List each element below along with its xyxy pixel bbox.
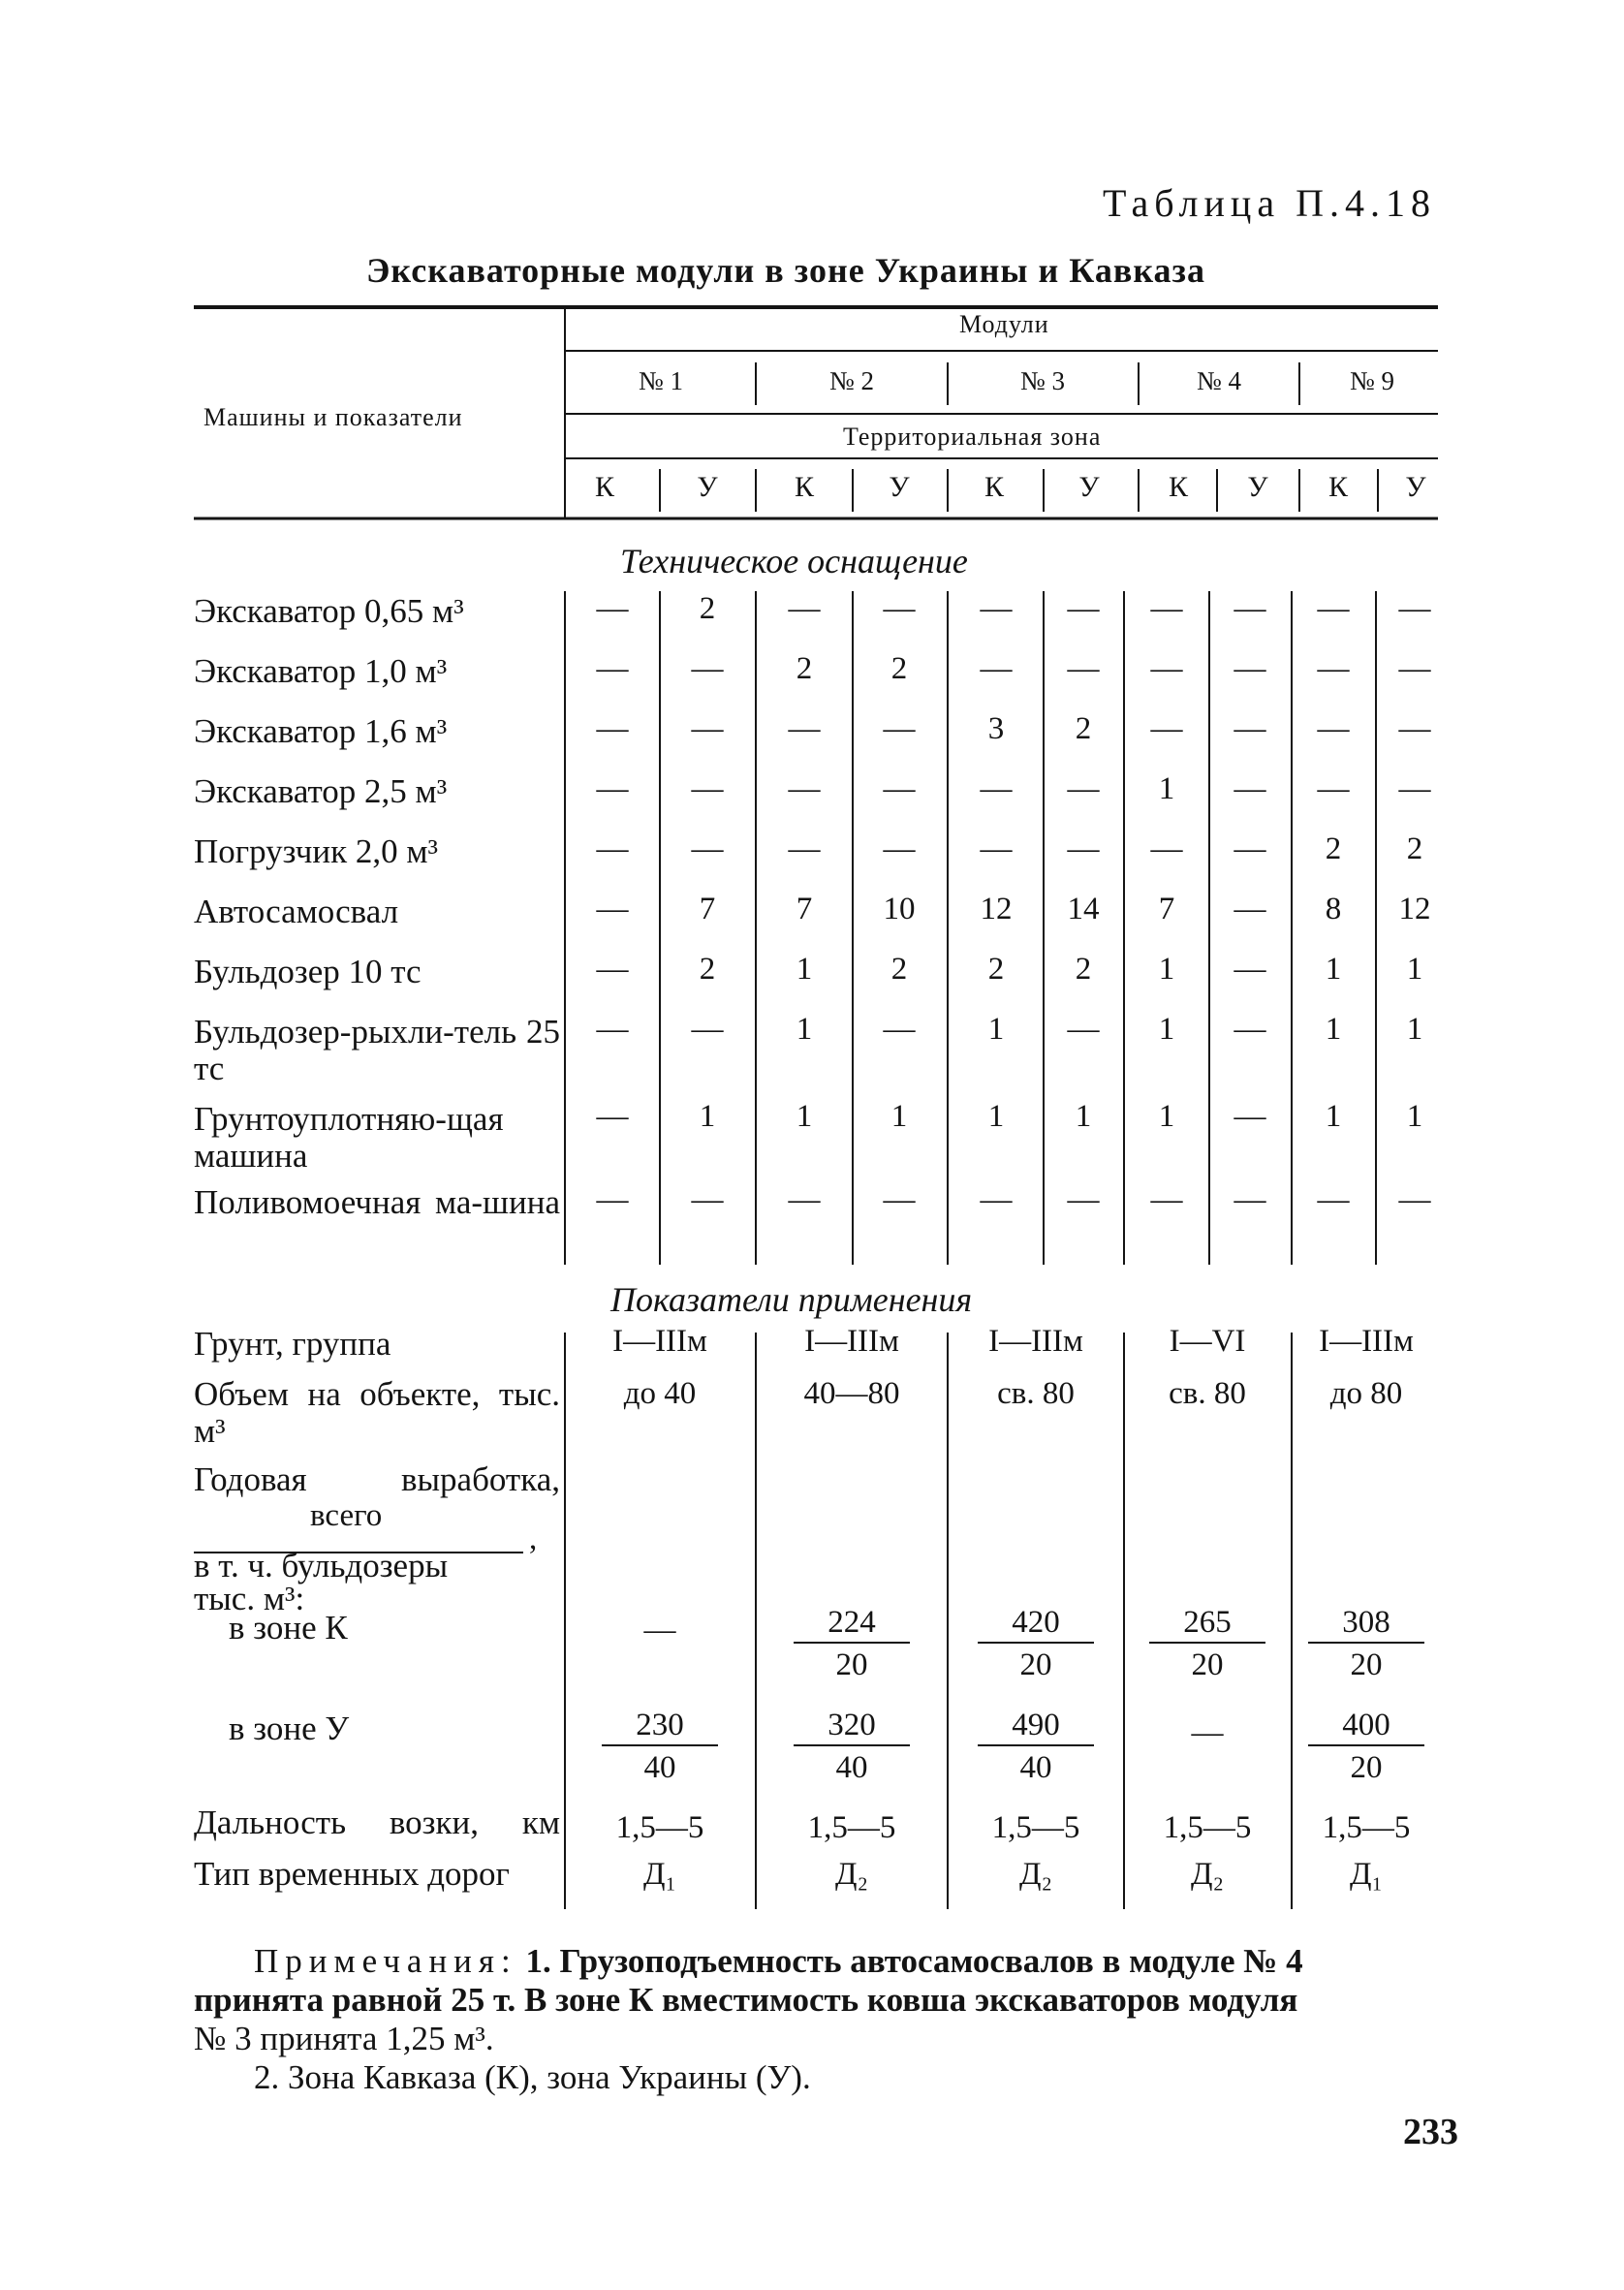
zone-k-output-fraction xyxy=(1149,1603,1265,1686)
table-title: Экскаваторные модули в зоне Украины и Кавказа xyxy=(366,251,1205,290)
equipment-cell: 12 xyxy=(1398,892,1431,926)
equipment-cell: — xyxy=(1234,1012,1266,1047)
equipment-cell: — xyxy=(1317,771,1350,806)
soil-value: I—VI xyxy=(1169,1324,1246,1359)
comma-mark: , xyxy=(529,1521,538,1556)
zone-k-output-fraction xyxy=(794,1603,910,1686)
equipment-cell: — xyxy=(1317,711,1350,746)
equipment-cell: 2 xyxy=(987,952,1005,987)
equipment-cell: — xyxy=(596,591,629,626)
module-label: № 9 xyxy=(1349,366,1394,395)
equipment-row-label: Бульдозер-рыхли-тель 25 тс xyxy=(194,1013,560,1087)
equipment-cell: — xyxy=(691,651,724,686)
zone-k-label: в зоне К xyxy=(229,1609,348,1647)
equipment-cell: 2 xyxy=(1406,831,1423,866)
zone-label: К xyxy=(794,471,814,503)
equipment-cell: — xyxy=(1317,651,1350,686)
zone-u-output-fraction xyxy=(602,1706,718,1789)
equipment-cell: — xyxy=(788,771,821,806)
zone-k-output-total: 420 xyxy=(978,1603,1094,1644)
annual-output-unit: тыс. м³: xyxy=(194,1580,305,1617)
zone-u-output-bulldozers: 40 xyxy=(1019,1750,1052,1785)
machines-header: Машины и показатели xyxy=(203,403,463,431)
module-label: № 2 xyxy=(828,366,874,395)
notes-line4: 2. Зона Кавказа (К), зона Украины (У). xyxy=(254,2058,811,2096)
equipment-cell: — xyxy=(1067,1012,1100,1047)
equipment-cell: — xyxy=(1234,591,1266,626)
equipment-cell: 7 xyxy=(1158,892,1175,926)
haul-label: Дальность возки, км xyxy=(194,1804,560,1841)
notes-line3: № 3 принята 1,25 м³. xyxy=(194,2020,494,2057)
equipment-cell: — xyxy=(596,831,629,866)
equipment-cell: — xyxy=(1398,651,1431,686)
equipment-cell: 2 xyxy=(1075,952,1092,987)
equipment-cell: 12 xyxy=(980,892,1013,926)
equipment-cell: 2 xyxy=(890,952,908,987)
zone-label: К xyxy=(1327,471,1348,503)
equipment-cell: — xyxy=(691,711,724,746)
equipment-cell: — xyxy=(1317,1182,1350,1217)
equipment-cell: — xyxy=(596,1012,629,1047)
equipment-cell: — xyxy=(1234,1182,1266,1217)
volume-value: св. 80 xyxy=(1169,1376,1246,1411)
equipment-cell: 1 xyxy=(1406,1012,1423,1047)
equipment-cell: 1 xyxy=(1158,1012,1175,1047)
section-application-heading: Показатели применения xyxy=(610,1280,973,1319)
equipment-cell: — xyxy=(1398,591,1431,626)
notes-line1 xyxy=(254,1942,1303,1981)
zone-label: У xyxy=(1405,471,1426,503)
zone-u-output-total: 230 xyxy=(602,1706,718,1746)
equipment-cell: 1 xyxy=(1158,952,1175,987)
zone-label: У xyxy=(697,471,718,503)
equipment-cell: — xyxy=(1150,591,1183,626)
equipment-cell: — xyxy=(1234,711,1266,746)
equipment-cell: 2 xyxy=(699,952,716,987)
equipment-cell: 1 xyxy=(1325,1099,1342,1134)
equipment-cell: — xyxy=(1234,651,1266,686)
equipment-cell: 10 xyxy=(883,892,916,926)
equipment-cell: 1 xyxy=(1406,952,1423,987)
equipment-row-label: Поливомоечная ма-шина xyxy=(194,1183,560,1221)
equipment-cell: 1 xyxy=(1406,1099,1423,1134)
equipment-cell: 1 xyxy=(987,1012,1005,1047)
equipment-row-label: Грунтоуплотняю-щая машина xyxy=(194,1100,504,1175)
equipment-cell: — xyxy=(1067,771,1100,806)
equipment-cell: — xyxy=(596,711,629,746)
zone-k-output-total: 224 xyxy=(794,1603,910,1644)
zone-u-output-bulldozers: 40 xyxy=(643,1750,676,1785)
zone-label: У xyxy=(1247,471,1268,503)
equipment-cell: 1 xyxy=(1325,952,1342,987)
zone-header: Территориальная зона xyxy=(843,423,1102,451)
equipment-cell: 2 xyxy=(699,591,716,626)
equipment-row-label: Экскаватор 0,65 м³ xyxy=(194,592,464,630)
equipment-cell: 1 xyxy=(890,1099,908,1134)
equipment-row-label: Бульдозер 10 тс xyxy=(194,953,422,990)
module-label: № 3 xyxy=(1019,366,1065,395)
equipment-cell: — xyxy=(596,1099,629,1134)
equipment-cell: — xyxy=(691,771,724,806)
annual-output-denominator-label: в т. ч. бульдозеры xyxy=(194,1547,449,1584)
road-type-value: Д₂ xyxy=(1190,1857,1224,1892)
equipment-cell: — xyxy=(788,591,821,626)
zone-u-label: в зоне У xyxy=(229,1710,350,1747)
zone-label: У xyxy=(889,471,910,503)
zone-k-output-bulldozers: 20 xyxy=(1019,1647,1052,1682)
zone-u-output-fraction xyxy=(978,1706,1094,1789)
zone-k-output-bulldozers: 20 xyxy=(835,1647,868,1682)
volume-value: св. 80 xyxy=(997,1376,1075,1411)
equipment-cell: — xyxy=(691,1182,724,1217)
zone-label: К xyxy=(594,471,614,503)
equipment-cell: — xyxy=(596,651,629,686)
equipment-cell: — xyxy=(1234,771,1266,806)
equipment-cell: — xyxy=(788,1182,821,1217)
equipment-cell: 1 xyxy=(699,1099,716,1134)
haul-value: 1,5—5 xyxy=(1322,1810,1411,1845)
equipment-cell: 2 xyxy=(1075,711,1092,746)
zone-u-output-dash: — xyxy=(1191,1715,1224,1750)
equipment-cell: — xyxy=(1234,1099,1266,1134)
volume-value: до 80 xyxy=(1329,1376,1403,1411)
road-type-value: Д₂ xyxy=(834,1857,868,1892)
equipment-cell: — xyxy=(596,1182,629,1217)
zone-u-output-fraction xyxy=(794,1706,910,1789)
soil-value: I—IIIм xyxy=(612,1324,707,1359)
soil-label: Грунт, группа xyxy=(194,1325,391,1363)
equipment-cell: 8 xyxy=(1325,892,1342,926)
zone-k-output-total: 308 xyxy=(1308,1603,1424,1644)
equipment-row-label: Погрузчик 2,0 м³ xyxy=(194,832,439,870)
zone-k-output-fraction xyxy=(978,1603,1094,1686)
zone-u-output-total: 400 xyxy=(1308,1706,1424,1746)
equipment-cell: — xyxy=(1067,651,1100,686)
equipment-cell: — xyxy=(1398,1182,1431,1217)
zone-u-output-total: 490 xyxy=(978,1706,1094,1746)
equipment-cell: — xyxy=(1234,952,1266,987)
equipment-cell: 3 xyxy=(987,711,1005,746)
equipment-cell: 7 xyxy=(796,892,813,926)
equipment-cell: 1 xyxy=(987,1099,1005,1134)
soil-value: I—IIIм xyxy=(804,1324,899,1359)
equipment-cell: 1 xyxy=(796,952,813,987)
road-type-value: Д₁ xyxy=(642,1857,676,1892)
notes-text-1: 1. Грузоподъемность автосамосвалов в модуле № 4 xyxy=(525,1942,1303,1980)
equipment-cell: — xyxy=(1234,831,1266,866)
equipment-row-label: Экскаватор 1,6 м³ xyxy=(194,712,448,750)
zone-u-output-fraction xyxy=(1308,1706,1424,1789)
equipment-row-label: Автосамосвал xyxy=(194,893,399,930)
equipment-cell: — xyxy=(1317,591,1350,626)
equipment-cell: — xyxy=(1398,711,1431,746)
equipment-cell: 7 xyxy=(699,892,716,926)
equipment-cell: — xyxy=(1067,831,1100,866)
equipment-cell: — xyxy=(980,1182,1013,1217)
equipment-cell: — xyxy=(691,1012,724,1047)
table-number: Таблица П.4.18 xyxy=(1103,181,1436,225)
equipment-cell: — xyxy=(883,831,916,866)
equipment-cell: — xyxy=(1150,831,1183,866)
zone-k-output-dash: — xyxy=(643,1613,676,1647)
equipment-cell: — xyxy=(883,591,916,626)
zone-k-output-total: 265 xyxy=(1149,1603,1265,1644)
equipment-cell: 1 xyxy=(796,1099,813,1134)
equipment-cell: — xyxy=(1150,711,1183,746)
haul-value: 1,5—5 xyxy=(991,1810,1080,1845)
equipment-cell: 1 xyxy=(1325,1012,1342,1047)
modules-header: Модули xyxy=(959,310,1049,338)
soil-value: I—IIIм xyxy=(1319,1324,1414,1359)
equipment-cell: — xyxy=(691,831,724,866)
zone-label: К xyxy=(1168,471,1188,503)
equipment-cell: — xyxy=(883,1182,916,1217)
zone-k-output-fraction xyxy=(1308,1603,1424,1686)
road-type-value: Д₁ xyxy=(1349,1857,1383,1892)
equipment-cell: — xyxy=(883,1012,916,1047)
equipment-cell: — xyxy=(1234,892,1266,926)
equipment-cell: — xyxy=(883,771,916,806)
equipment-cell: — xyxy=(1398,771,1431,806)
equipment-cell: — xyxy=(1067,591,1100,626)
module-label: № 1 xyxy=(638,366,683,395)
zone-u-output-bulldozers: 40 xyxy=(835,1750,868,1785)
equipment-cell: 1 xyxy=(1075,1099,1092,1134)
section-equipment-heading: Техническое оснащение xyxy=(620,542,968,580)
equipment-cell: — xyxy=(980,831,1013,866)
equipment-cell: 1 xyxy=(1158,1099,1175,1134)
haul-value: 1,5—5 xyxy=(1163,1810,1252,1845)
equipment-cell: 14 xyxy=(1067,892,1100,926)
page-number: 233 xyxy=(1403,2112,1458,2152)
soil-value: I—IIIм xyxy=(988,1324,1083,1359)
equipment-cell: 2 xyxy=(1325,831,1342,866)
zone-u-output-bulldozers: 20 xyxy=(1350,1750,1383,1785)
equipment-row-label: Экскаватор 2,5 м³ xyxy=(194,772,448,810)
volume-label: Объем на объекте, тыс. м³ xyxy=(194,1375,560,1450)
equipment-cell: — xyxy=(980,771,1013,806)
equipment-cell: — xyxy=(1067,1182,1100,1217)
haul-value: 1,5—5 xyxy=(807,1810,896,1845)
equipment-cell: 2 xyxy=(796,651,813,686)
volume-value: до 40 xyxy=(623,1376,697,1411)
zone-label: У xyxy=(1078,471,1100,503)
equipment-cell: — xyxy=(980,591,1013,626)
equipment-cell: — xyxy=(1150,1182,1183,1217)
equipment-cell: — xyxy=(980,651,1013,686)
equipment-cell: — xyxy=(596,771,629,806)
equipment-cell: — xyxy=(596,952,629,987)
haul-value: 1,5—5 xyxy=(615,1810,704,1845)
equipment-cell: — xyxy=(1150,651,1183,686)
notes-heading: Примечания: xyxy=(254,1942,517,1980)
module-label: № 4 xyxy=(1196,366,1241,395)
equipment-cell: — xyxy=(788,711,821,746)
equipment-cell: 1 xyxy=(1158,771,1175,806)
zone-k-output-bulldozers: 20 xyxy=(1191,1647,1224,1682)
equipment-row-label: Экскаватор 1,0 м³ xyxy=(194,652,448,690)
equipment-cell: 2 xyxy=(890,651,908,686)
roads-label: Тип временных дорог xyxy=(194,1855,510,1893)
annual-output-numerator-label: всего xyxy=(310,1498,383,1533)
equipment-cell: — xyxy=(883,711,916,746)
annual-output-label: Годовая выработка, xyxy=(194,1460,560,1498)
volume-value: 40—80 xyxy=(803,1376,900,1411)
equipment-cell: — xyxy=(788,831,821,866)
zone-k-output-bulldozers: 20 xyxy=(1350,1647,1383,1682)
road-type-value: Д₂ xyxy=(1018,1857,1052,1892)
zone-u-output-total: 320 xyxy=(794,1706,910,1746)
equipment-cell: — xyxy=(596,892,629,926)
notes-line2: принята равной 25 т. В зоне К вместимость ковша экскаваторов модуля xyxy=(194,1981,1298,2019)
equipment-cell: 1 xyxy=(796,1012,813,1047)
zone-label: К xyxy=(984,471,1004,503)
